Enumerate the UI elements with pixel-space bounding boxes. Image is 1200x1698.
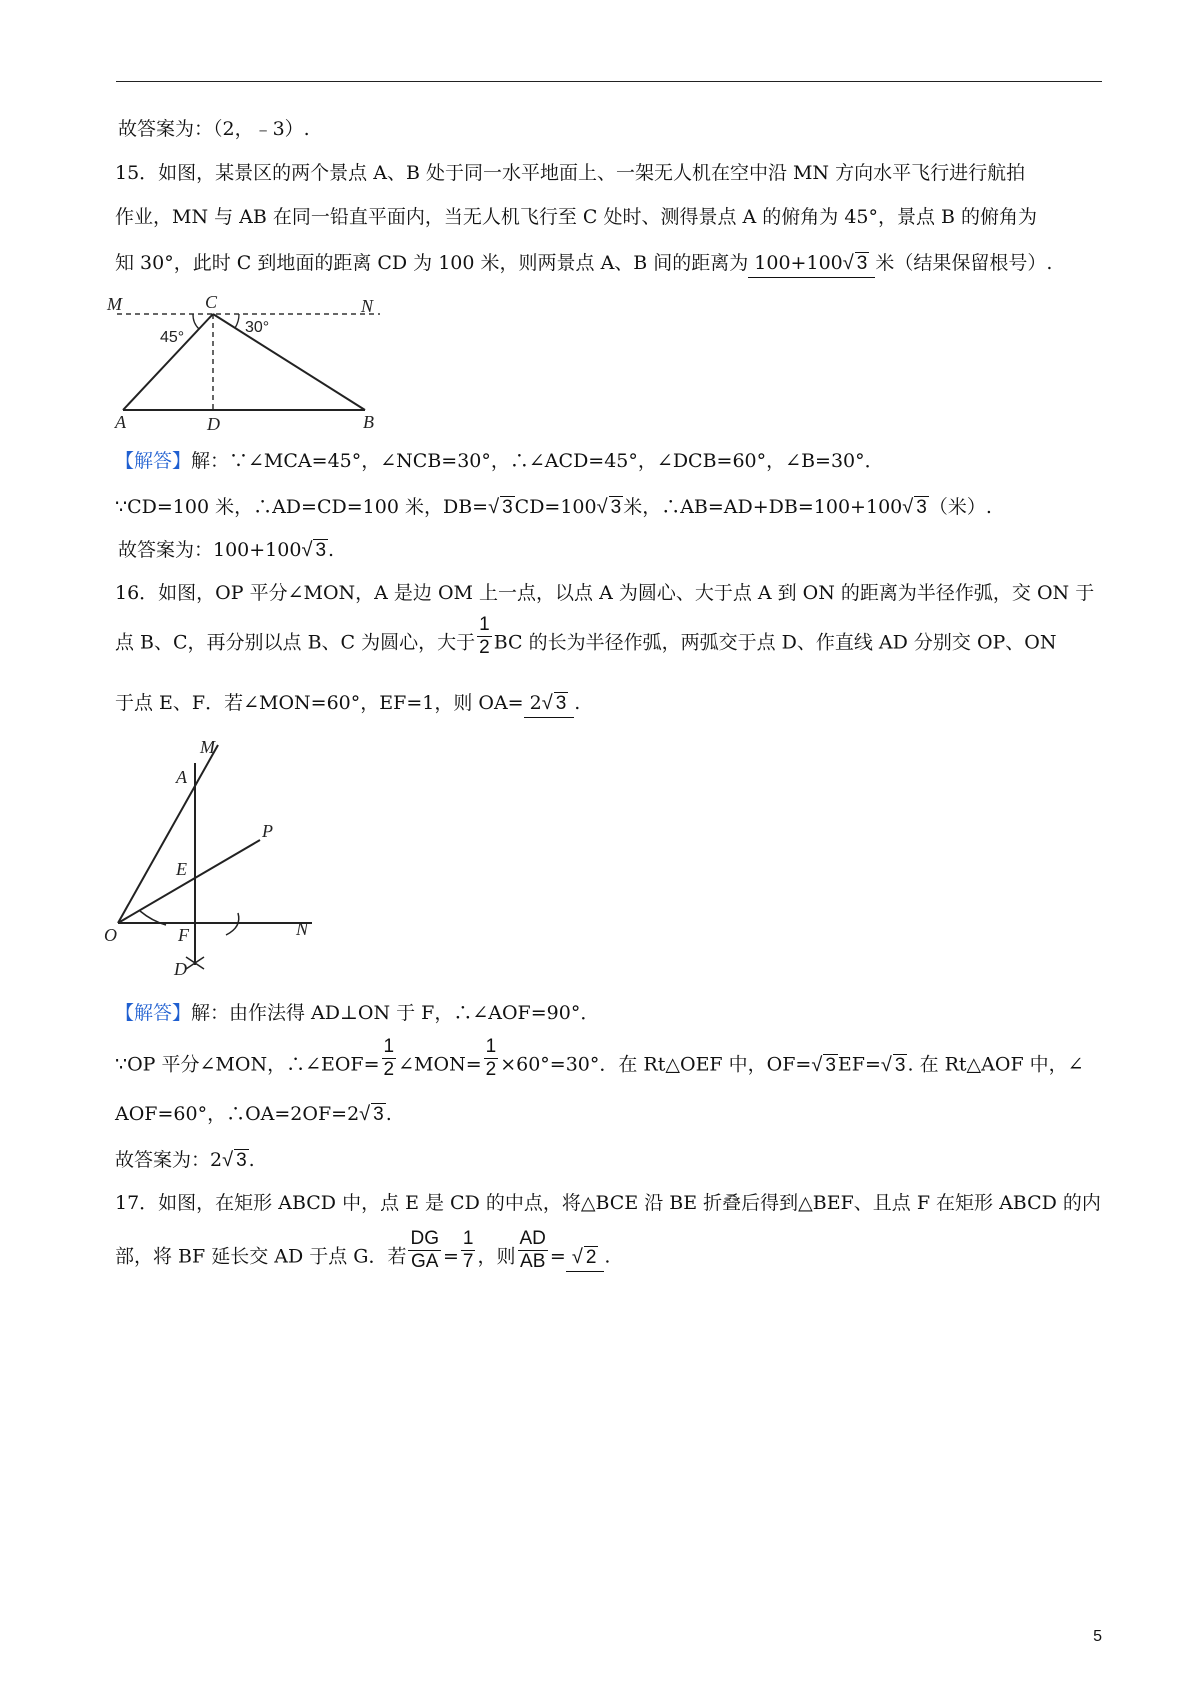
op-line bbox=[118, 840, 260, 923]
label-45: 45° bbox=[160, 329, 185, 346]
label-a: A bbox=[176, 767, 187, 787]
om-line bbox=[118, 745, 218, 923]
angle-45-arc bbox=[193, 314, 199, 329]
q15-answer-blank: 100+100 √ 3 bbox=[748, 250, 875, 278]
q15-line1: 15．如图，某景区的两个景点 A、B 处于同一水平地面上、一架无人机在空中沿 MN 方向水平飞行进行航拍 bbox=[115, 162, 1026, 184]
q16-answer: 故答案为：2 √ 3 . bbox=[115, 1149, 255, 1171]
q15-line3: 知 30°，此时 C 到地面的距离 CD 为 100 米，则两景点 A、B 间的距离为 100+100 √ 3 米（结果保留根号）. bbox=[115, 250, 1052, 278]
label-n: N bbox=[296, 919, 309, 939]
page-number: 5 bbox=[1093, 1628, 1102, 1645]
label-e: E bbox=[176, 859, 187, 879]
q16-solution-2: ∵OP 平分∠MON，∴∠EOF= $\frac{1}{2}$ ∠MON= $\frac{1}{2}$ ×60°=30°．在 Rt△OEF 中，OF= √ 3 EF= √ 3 . 在 Rt△AOF 中，∠ bbox=[115, 1036, 1084, 1080]
label-p: P bbox=[262, 821, 273, 841]
header-rule bbox=[116, 81, 1102, 82]
q16-line2: 点 B、C，再分别以点 B、C 为圆心，大于 $\frac{1}{2}$ BC 的长为半径作弧，两弧交于点 D、作直线 AD 分别交 OP、ON bbox=[115, 614, 1057, 658]
label-a: A bbox=[115, 412, 126, 432]
q15-figure bbox=[105, 290, 405, 435]
label-30: 30° bbox=[245, 319, 270, 336]
cb-line bbox=[213, 314, 365, 410]
label-m: M bbox=[200, 737, 215, 757]
q16-figure bbox=[100, 735, 340, 985]
q15-line2: 作业，MN 与 AB 在同一铅直平面内，当无人机飞行至 C 处时、测得景点 A 的俯角为 45°，景点 B 的俯角为 bbox=[115, 206, 1038, 228]
label-n: N bbox=[361, 296, 374, 316]
q17-line1: 17．如图，在矩形 ABCD 中，点 E 是 CD 的中点，将△BCE 沿 BE 折叠后得到△BEF、且点 F 在矩形 ABCD 的内 bbox=[115, 1192, 1101, 1214]
q17-answer-blank: √ 2 bbox=[566, 1244, 605, 1272]
label-d: D bbox=[207, 414, 220, 434]
q16-answer-blank: 2 √ 3 bbox=[524, 690, 575, 718]
q15-answer: 故答案为：100+100 √ 3 . bbox=[118, 539, 335, 561]
q16-solution-1: 【解答】解：由作法得 AD⊥ON 于 F，∴∠AOF=90°． bbox=[115, 1002, 600, 1024]
angle-30-arc bbox=[235, 314, 239, 328]
q16-line1: 16．如图，OP 平分∠MON，A 是边 OM 上一点，以点 A 为圆心、大于点 A 到 ON 的距离为半径作弧，交 ON 于 bbox=[115, 582, 1095, 604]
label-m: M bbox=[107, 294, 122, 314]
q16-solution-3: AOF=60°，∴OA=2OF=2 √ 3 . bbox=[115, 1103, 392, 1125]
answer-14: 故答案为：（2，﹣3）. bbox=[118, 118, 310, 140]
q17-line2: 部，将 BF 延长交 AD 于点 G．若 $\frac{DG}{GA}$ = $\frac{1}{7}$ ，则 $\frac{AD}{AB}$ = √ 2 . bbox=[115, 1228, 611, 1272]
label-c: C bbox=[205, 292, 218, 312]
solution-tag: 【解答】 bbox=[115, 1002, 192, 1024]
q16-line3: 于点 E、F．若∠MON=60°，EF=1，则 OA= 2 √ 3 . bbox=[115, 690, 580, 718]
label-f: F bbox=[178, 925, 189, 945]
label-d: D bbox=[174, 959, 187, 979]
q15-solution-2: ∵CD=100 米，∴AD=CD=100 米，DB= √ 3 CD=100 √ 3 米，∴AB=AD+DB=100+100 √ 3 （米）. bbox=[115, 496, 992, 518]
q15-solution-1: 【解答】解：∵∠MCA=45°，∠NCB=30°，∴∠ACD=45°，∠DCB=60°，∠B=30°． bbox=[115, 450, 884, 472]
label-b: B bbox=[363, 412, 374, 432]
label-o: O bbox=[104, 925, 117, 945]
solution-tag: 【解答】 bbox=[115, 450, 192, 472]
